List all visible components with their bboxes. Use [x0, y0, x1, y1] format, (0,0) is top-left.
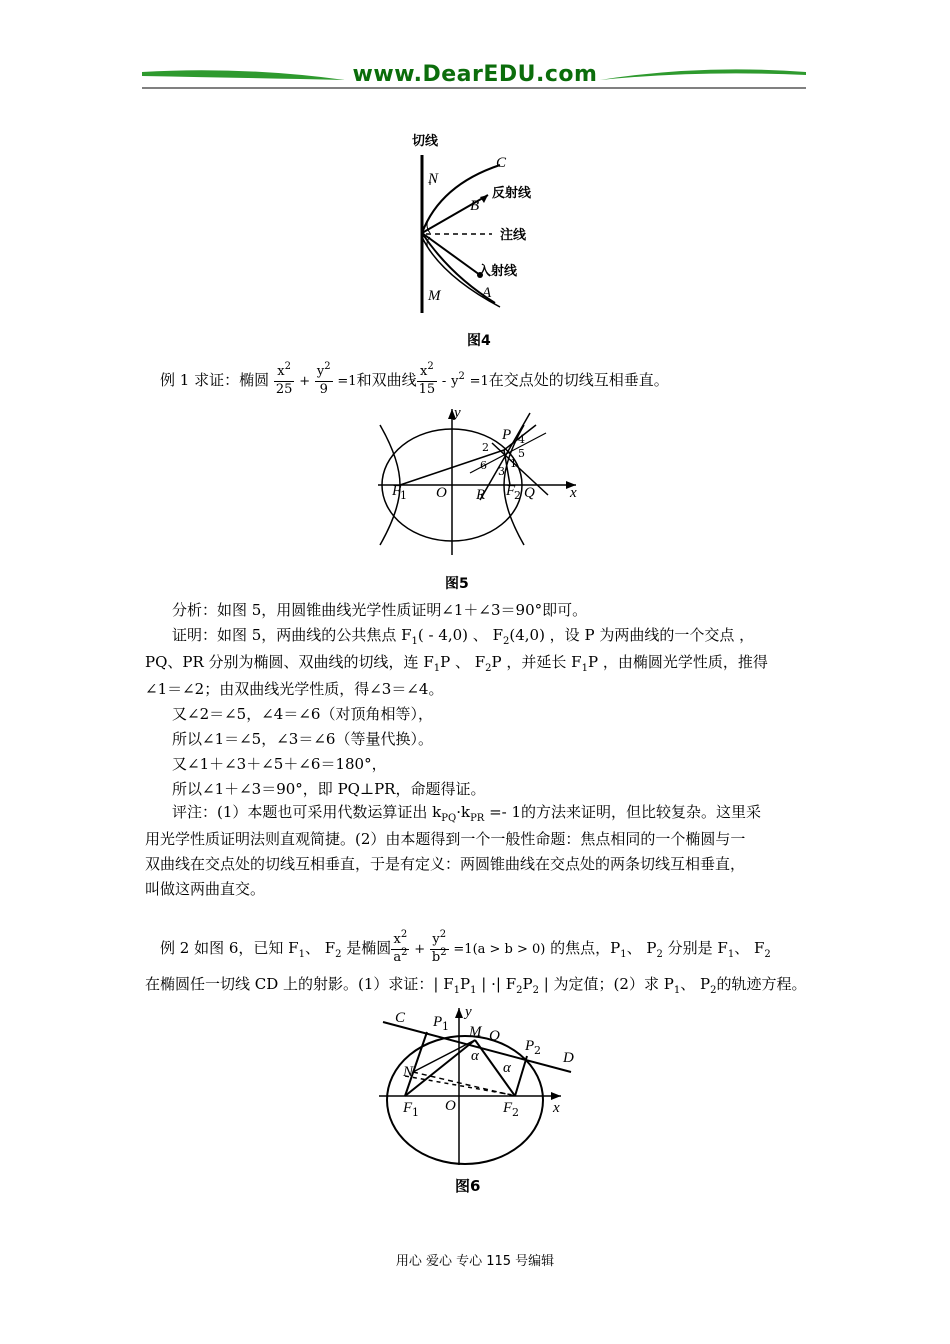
figure-4-caption: 图4	[467, 333, 491, 349]
fig6-label-x: x	[553, 1100, 560, 1116]
fig6-label-P2-sub: 2	[534, 1044, 541, 1057]
fig5-angle-6: 6	[480, 459, 487, 472]
comment-line-3: 双曲线在交点处的切线互相垂直，于是有定义：两圆锥曲线在交点处的两条切线互相垂直，	[145, 855, 746, 873]
fig6-label-O: O	[445, 1098, 456, 1114]
ex2-frac-y: $\frac{y^2}{b^2}$	[431, 928, 447, 965]
figure-6-caption: 图6	[455, 1177, 481, 1195]
fig4-label-B: B	[470, 198, 480, 214]
figure-5-caption: 图5	[445, 576, 469, 592]
ellipse-frac-y: $\frac{y^2}{9}$	[316, 361, 331, 397]
analysis-and-proof	[145, 598, 805, 702]
fig5-label-R: R	[476, 487, 486, 503]
comment-block	[145, 800, 805, 902]
fig5-label-F2: F	[506, 483, 516, 499]
fig4-label-normal: 注线	[500, 228, 527, 243]
comment-line-1: 评注：(1）本题也可采用代数运算证出 $k_{PQ}\cdot k_{PR} =- 1$的方法来证明，但比较复杂。这里采	[172, 803, 762, 824]
fig6-label-alpha-1: α	[471, 1048, 479, 1064]
fig6-label-F2-sub: 2	[512, 1106, 519, 1119]
fig4-label-reflect: 反射线	[492, 186, 532, 201]
fig4-label-M: M	[428, 288, 441, 304]
fig5-angle-3: 3	[498, 465, 505, 478]
fig5-label-O: O	[436, 485, 447, 501]
fig6-label-N: N	[403, 1064, 414, 1080]
fig4-label-C: C	[496, 155, 507, 171]
fig6-label-M: M	[469, 1024, 482, 1040]
proof-step-3: 又∠1＋∠3＋∠5＋∠6＝180°，	[172, 755, 387, 773]
proof-steps	[145, 702, 805, 802]
proof-line-2: PQ、PR 分别为椭圆、双曲线的切线，连 $F_1P$ 、 $F_2P$ ，并延长 $F_1P$ ，由椭圆光学性质，推得	[145, 653, 768, 674]
header-banner	[140, 60, 808, 94]
site-title[interactable]: www.DearEDU.com	[352, 62, 598, 87]
fig6-label-P2: P	[525, 1038, 535, 1054]
fig5-angle-4: 4	[518, 433, 525, 446]
comment-line-4: 叫做这两曲直交。	[145, 880, 266, 898]
ex2-frac-x: $\frac{x^2}{a^2}$	[393, 928, 408, 965]
fig6-label-D: D	[563, 1050, 574, 1066]
fig6-label-y: y	[465, 1004, 472, 1020]
proof-step-1: 又∠2＝∠5，∠4＝∠6（对顶角相等），	[172, 705, 433, 723]
fig5-label-Q: Q	[524, 485, 535, 501]
fig5-label-F1-sub: 1	[400, 489, 407, 502]
fig4-label-N: N	[428, 171, 439, 187]
fig6-label-C: C	[395, 1010, 406, 1026]
fig6-label-F1-sub: 1	[412, 1106, 419, 1119]
fig5-label-y: y	[454, 405, 461, 421]
fig6-label-P1: P	[433, 1014, 443, 1030]
fig5-angle-1: 1	[510, 457, 517, 470]
example-1-suffix: 在交点处的切线互相垂直。	[488, 371, 669, 389]
figure-6	[375, 1000, 585, 1170]
fig5-label-x: x	[570, 485, 577, 501]
example-1-statement: 例 1 求证：椭圆 $\frac{x^2}{25}$ + $\frac{y^2}{9}$ =1和双曲线 $\frac{x^2}{15}$ - $y^2 =1$在交点处的切线互相垂直。	[160, 361, 669, 397]
fig4-label-incident: 入射线	[478, 264, 518, 279]
fig5-label-F2-sub: 2	[514, 489, 521, 502]
proof-line-3: ∠1＝∠2；由双曲线光学性质，得∠3＝∠4。	[145, 680, 444, 698]
proof-step-2: 所以∠1＝∠5，∠3＝∠6（等量代换）。	[172, 730, 433, 748]
hyperbola-frac-x: $\frac{x^2}{15}$	[418, 361, 436, 397]
fig6-label-F1: F	[403, 1100, 413, 1116]
figure-5	[370, 405, 585, 560]
example-2-line-2: 在椭圆任一切线 CD 上的射影。(1）求证：| $F_1P_1$ | ·| $F_2P_2$ | 为定值；(2）求 $P_1$、 $P_2$的轨迹方程。	[145, 975, 807, 996]
fig4-label-tangent: 切线	[412, 134, 439, 149]
fig6-label-Q: Q	[489, 1028, 500, 1044]
analysis-text: 分析：如图 5，用圆锥曲线光学性质证明∠1＋∠3＝90°即可。	[172, 601, 588, 619]
fig6-label-alpha-2: α	[503, 1060, 511, 1076]
fig4-label-A: A	[482, 285, 492, 301]
fig5-angle-5: 5	[518, 447, 525, 460]
fig5-label-F1: F	[392, 483, 402, 499]
proof-line-1: 证明：如图 5，两曲线的公共焦点 $F_1( - 4,0)$ 、 $F_2(4,0)$ ，设 P 为两曲线的一个交点 ，	[172, 626, 755, 647]
example-2-line-1: 例 2 如图 6，已知 $F_1$、 $F_2$ 是椭圆 $\frac{x^2}{a^2}$ + $\frac{y^2}{b^2}$ =1(a > b > 0) 的焦点，$P_1$、 $P_2$ 分别是 $F_1$、 $F_2$	[160, 928, 771, 965]
page-footer: 用心 爱心 专心 115 号编辑	[395, 1254, 555, 1269]
example-1-prefix: 例 1 求证：椭圆	[160, 371, 270, 389]
fig5-angle-2: 2	[482, 441, 489, 454]
example-1-mid: 和双曲线	[356, 371, 417, 389]
fig6-label-F2: F	[503, 1100, 513, 1116]
fig5-label-P: P	[502, 427, 512, 443]
fig6-label-P1-sub: 1	[442, 1020, 449, 1033]
ellipse-frac-x: $\frac{x^2}{25}$	[275, 361, 293, 397]
comment-line-2: 用光学性质证明法则直观简捷。(2）由本题得到一个一般性命题：焦点相同的一个椭圆与一	[145, 830, 746, 848]
proof-step-4: 所以∠1＋∠3＝90°，即 PQ⊥PR，命题得证。	[172, 780, 486, 798]
figure-4	[400, 125, 570, 320]
